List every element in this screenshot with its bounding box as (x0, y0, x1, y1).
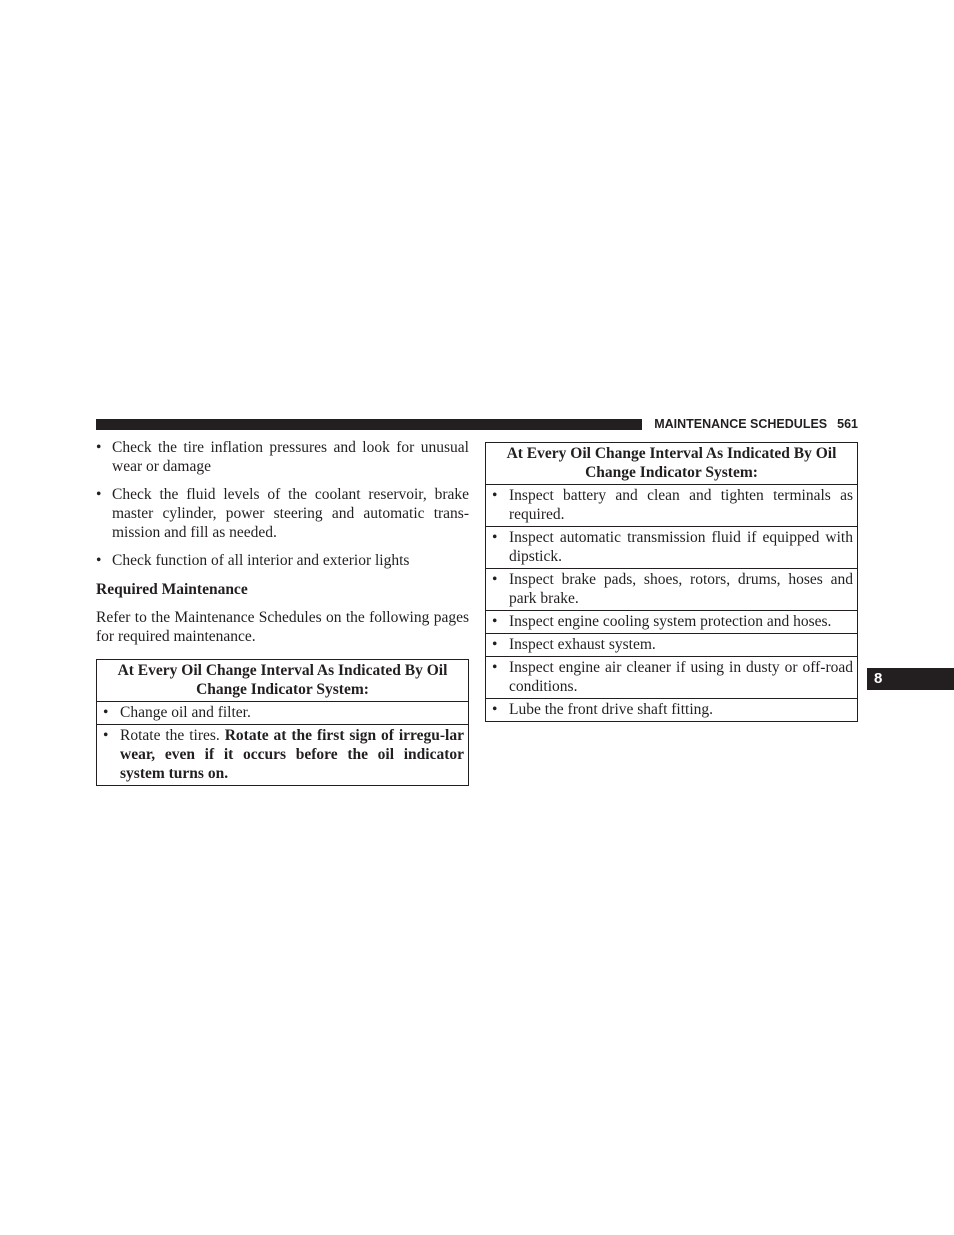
row-text: Inspect battery and clean and tighten terminals as required. (509, 487, 853, 523)
row-text: Inspect engine air cleaner if using in dusty or off-road conditions. (509, 659, 853, 695)
bullet-glyph: • (492, 701, 498, 718)
section-title: MAINTENANCE SCHEDULES (654, 417, 828, 431)
table-row (486, 699, 858, 722)
table-cell (97, 702, 469, 725)
list-item: • Check the tire inflation pressures and look for unusual wear or damage (96, 438, 469, 476)
chapter-tab-label: 8 (874, 670, 883, 687)
table-header: At Every Oil Change Interval As Indicated By Oil Change Indicator System: (97, 660, 469, 702)
table-row (486, 527, 858, 569)
running-header (652, 417, 858, 432)
bullet-glyph: • (103, 704, 109, 721)
row-text: Inspect exhaust system. (509, 636, 656, 653)
left-column (96, 438, 469, 646)
oil-change-table-left (96, 659, 469, 786)
table-row (486, 634, 858, 657)
table-header: At Every Oil Change Interval As Indicated By Oil Change Indicator System: (486, 443, 858, 485)
bullet-glyph: • (492, 487, 498, 504)
table-row (97, 702, 469, 725)
bullet-glyph: • (492, 613, 498, 630)
table-cell (486, 657, 858, 699)
row-text: Inspect engine cooling system protection and hoses. (509, 613, 832, 630)
bullet-glyph: • (103, 727, 109, 744)
row-text: Change oil and filter. (120, 704, 251, 721)
table-row (486, 657, 858, 699)
bullet-glyph: • (492, 659, 498, 676)
body-paragraph: Refer to the Maintenance Schedules on the following pages for required maintenance. (96, 609, 469, 645)
section-heading: Required Maintenance (96, 581, 248, 598)
table-cell (486, 569, 858, 611)
check-list (96, 438, 469, 570)
list-item: • Check function of all interior and exterior lights (96, 551, 469, 570)
row-text: Inspect brake pads, shoes, rotors, drums, hoses and park brake. (509, 571, 853, 607)
row-text: Inspect automatic transmission fluid if equipped with dipstick. (509, 529, 853, 565)
oil-change-table-right (485, 442, 858, 722)
table-cell (486, 699, 858, 722)
chapter-tab (867, 668, 954, 690)
page-number: 561 (837, 417, 858, 431)
row-text: Rotate the tires. (120, 727, 225, 744)
table-cell (97, 725, 469, 786)
list-item: • Check the fluid levels of the coolant reservoir, brake master cylinder, power steering and automatic trans-mission and fill as needed. (96, 485, 469, 542)
table-cell (486, 527, 858, 569)
bullet-glyph: • (492, 571, 498, 588)
table-cell (486, 634, 858, 657)
row-emphasis: Rotate at the first sign of irregu-lar wear, even if it occurs before the oil indicator system turns on. (120, 727, 464, 782)
table-row (486, 569, 858, 611)
bullet-glyph: • (492, 529, 498, 546)
header-rule (96, 419, 642, 430)
bullet-glyph: • (492, 636, 498, 653)
row-text: Lube the front drive shaft fitting. (509, 701, 714, 718)
table-row (486, 485, 858, 527)
table-cell (486, 611, 858, 634)
table-row (486, 611, 858, 634)
table-cell (486, 485, 858, 527)
table-row (97, 725, 469, 786)
